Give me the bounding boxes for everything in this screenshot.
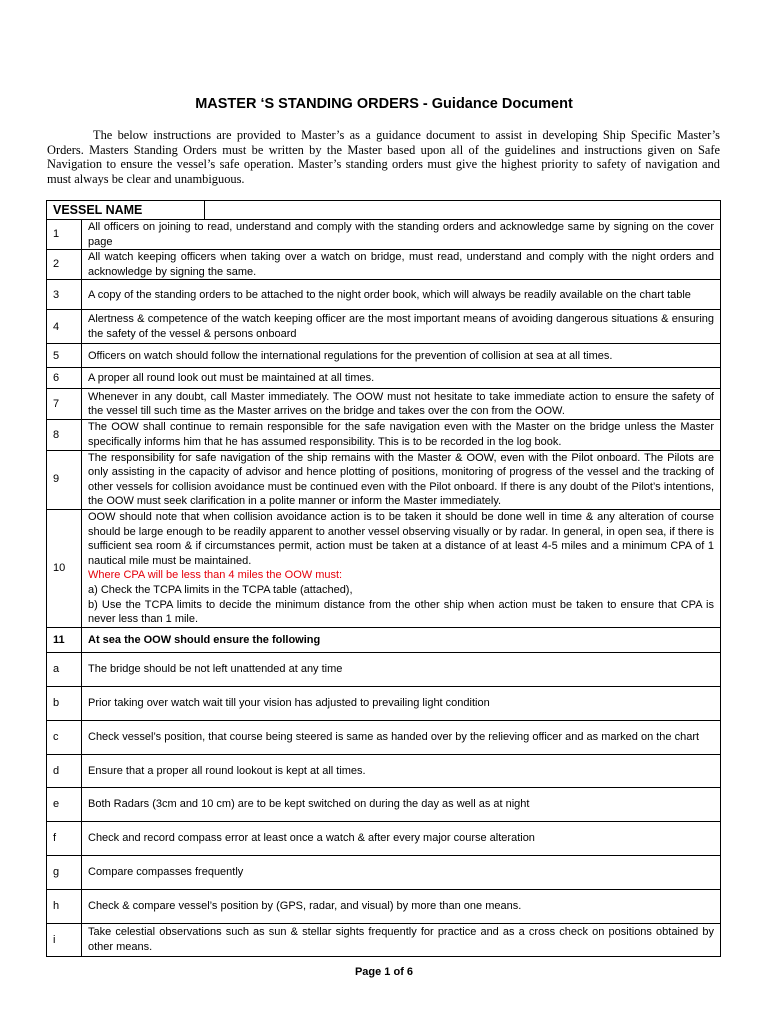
table-row	[47, 450, 721, 509]
page-title: MASTER ‘S STANDING ORDERS - Guidance Document	[195, 96, 573, 112]
table-row	[47, 509, 721, 627]
vessel-name-row	[47, 201, 721, 220]
sub-item-b: b) Use the TCPA limits to decide the minimum distance from the other ship when action must be taken to ensure that CPA is never less than 1 mile.	[88, 598, 714, 626]
row-text: Check & compare vessel’s position by (GPS, radar, and visual) by more than one means.	[82, 889, 721, 923]
row-number: h	[47, 889, 82, 923]
row-number: 10	[47, 509, 82, 627]
vessel-name-field[interactable]	[205, 201, 721, 220]
row-text: A copy of the standing orders to be attached to the night order book, which will always be readily available on the chart table	[82, 280, 721, 310]
table-row	[47, 821, 721, 855]
row-number: 9	[47, 450, 82, 509]
table-row	[47, 280, 721, 310]
table-row	[47, 686, 721, 720]
row-text: Ensure that a proper all round lookout is kept at all times.	[82, 754, 721, 787]
page-number: Page 1 of 6	[354, 966, 414, 978]
table-row	[47, 250, 721, 280]
table-row	[47, 889, 721, 923]
row-number: b	[47, 686, 82, 720]
table-row	[47, 855, 721, 889]
row-number: d	[47, 754, 82, 787]
row-number: 5	[47, 344, 82, 368]
row-text: The bridge should be not left unattended at any time	[82, 652, 721, 686]
row-number: 11	[47, 627, 82, 652]
row-text: Check and record compass error at least once a watch & after every major course alteration	[82, 821, 721, 855]
row-number: e	[47, 787, 82, 821]
row-number: i	[47, 923, 82, 956]
sub-item-a: a) Check the TCPA limits in the TCPA table (attached),	[88, 584, 353, 597]
row-number: 2	[47, 250, 82, 280]
table-row	[47, 420, 721, 450]
row-text: Both Radars (3cm and 10 cm) are to be kept switched on during the day as well as at night	[82, 787, 721, 821]
table-row	[47, 310, 721, 344]
row-number: a	[47, 652, 82, 686]
row-text: Prior taking over watch wait till your vision has adjusted to prevailing light condition	[82, 686, 721, 720]
row-text: At sea the OOW should ensure the following	[82, 627, 721, 652]
row-text: Whenever in any doubt, call Master immediately. The OOW must not hesitate to take immediate action to ensure the safety of the vessel till such time as the Master arrives on the bridge and takes over the con from the OOW.	[82, 389, 721, 420]
cpa-warning-text: Where CPA will be less than 4 miles the OOW must:	[88, 569, 343, 582]
row-text: All watch keeping officers when taking over a watch on bridge, must read, understand and comply with the night orders and acknowledge by signing the same.	[82, 250, 721, 280]
table-row	[47, 220, 721, 250]
standing-orders-table	[46, 200, 721, 957]
table-row	[47, 923, 721, 956]
row-text-block	[82, 509, 721, 627]
row-number: 7	[47, 389, 82, 420]
table-row	[47, 720, 721, 754]
row-number: f	[47, 821, 82, 855]
row-number: 1	[47, 220, 82, 250]
row-text: The OOW shall continue to remain responsible for the safe navigation even with the Master on the bridge unless the Master specifically informs him that he has assumed responsibility. This is to be recorded in the log book.	[82, 420, 721, 450]
row-number: 8	[47, 420, 82, 450]
table-row	[47, 368, 721, 389]
vessel-name-label: VESSEL NAME	[47, 201, 205, 220]
table-row	[47, 627, 721, 652]
row-number: 6	[47, 368, 82, 389]
row-text: Compare compasses frequently	[82, 855, 721, 889]
row-text: Officers on watch should follow the international regulations for the prevention of collision at sea at all times.	[82, 344, 721, 368]
row-number: c	[47, 720, 82, 754]
row-text: Take celestial observations such as sun & stellar sights frequently for practice and as a cross check on positions obtained by other means.	[82, 923, 721, 956]
intro-paragraph: The below instructions are provided to Master’s as a guidance document to assist in developing Ship Specific Master’s Orders. Masters Standing Orders must be written by the Master based upon all of the guidelines and instructions given on Safe Navigation to ensure the vessel’s safe operation. Master’s standing orders must give the highest priority to safety of navigation and must always be clear and unambiguous.	[47, 128, 720, 186]
row-text: The responsibility for safe navigation of the ship remains with the Master & OOW, even with the Pilot onboard. The Pilots are only assisting in the capacity of advisor and hence plotting of positions, monitoring of progress of the vessel and the tracking of other vessels for collision avoidance must be continued even with the Pilot onboard. If there is any doubt of the Pilot’s intentions, the OOW must seek clarification in a polite manner or inform the Master immediately.	[82, 450, 721, 509]
table-row	[47, 652, 721, 686]
table-row	[47, 344, 721, 368]
row-text: All officers on joining to read, understand and comply with the standing orders and acknowledge same by signing on the cover page	[82, 220, 721, 250]
row-number: 3	[47, 280, 82, 310]
table-row	[47, 754, 721, 787]
row-number: 4	[47, 310, 82, 344]
table-row	[47, 389, 721, 420]
row-text: Check vessel’s position, that course being steered is same as handed over by the relieving officer and as marked on the chart	[82, 720, 721, 754]
row-text: OOW should note that when collision avoidance action is to be taken it should be done well in time & any alteration of course should be large enough to be readily apparent to another vessel observing visually or by radar. In general, in open sea, if there is sufficient sea room & if circumstances permit, action must be taken at a distance of at least 4-5 miles and a minimum CPA of 1 nautical mile must be maintained.	[88, 511, 714, 567]
row-text: A proper all round look out must be maintained at all times.	[82, 368, 721, 389]
row-number: g	[47, 855, 82, 889]
table-row	[47, 787, 721, 821]
row-text: Alertness & competence of the watch keeping officer are the most important means of avoiding dangerous situations & ensuring the safety of the vessel & persons onboard	[82, 310, 721, 344]
